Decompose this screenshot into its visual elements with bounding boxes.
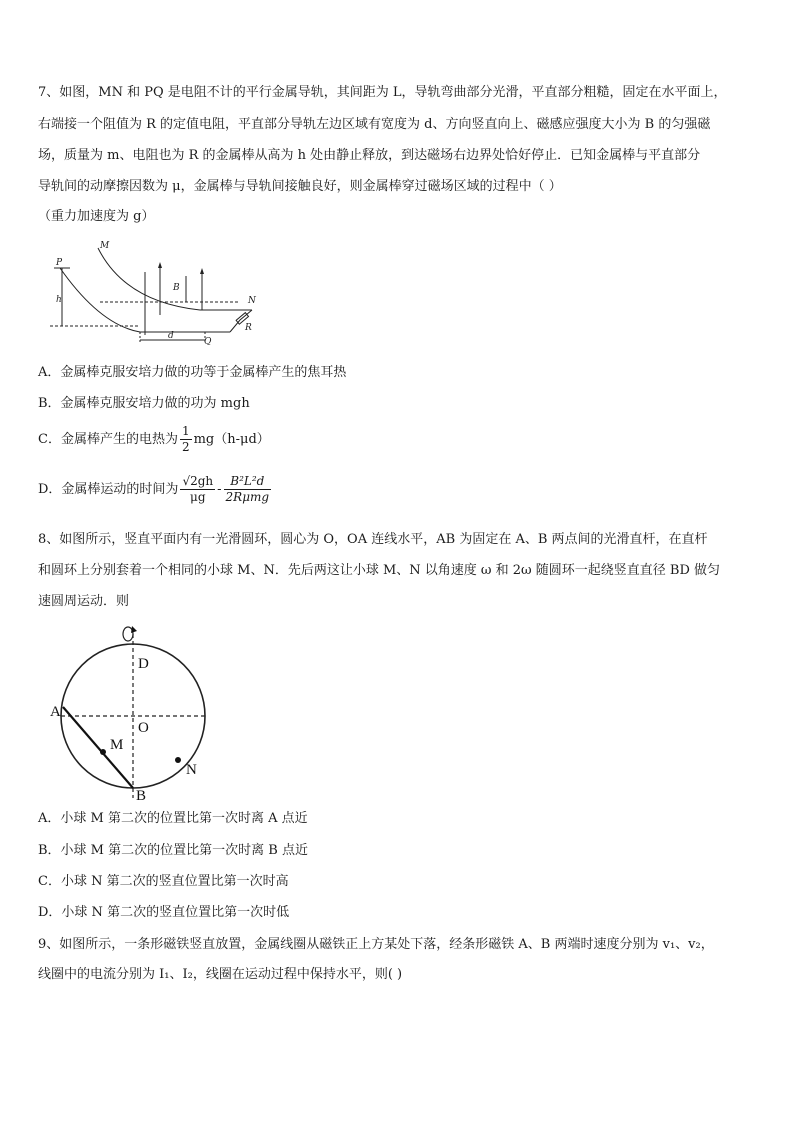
q7-option-c xyxy=(38,424,270,455)
q8-label-B: B xyxy=(136,788,147,802)
q7-option-c-num: 1 xyxy=(181,424,190,438)
q7-text-line-5: （重力加速度为 g） xyxy=(38,209,155,224)
q8-label-D: D xyxy=(138,656,149,672)
q8-text-line-3: 速圆周运动．则 xyxy=(38,594,130,609)
q8-option-b: B．小球 M 第二次的位置比第一次时离 B 点近 xyxy=(38,843,308,858)
q7-option-d-prefix: D．金属棒运动的时间为 xyxy=(38,482,179,497)
q8-label-M: M xyxy=(110,737,124,753)
q8-label-A: A xyxy=(50,704,61,720)
q7-label-B: B xyxy=(173,283,180,293)
q9-text-line-2: 线圈中的电流分别为 I₁、I₂，线圈在运动过程中保持水平，则( ) xyxy=(38,967,403,982)
q7-label-N: N xyxy=(248,296,256,306)
q8-text-line-2: 和圆环上分别套着一个相同的小球 M、N．先后两这让小球 M、N 以角速度 ω 和 2ω 随圆环一起绕竖直直径 BD 做匀 xyxy=(38,563,721,578)
q7-option-d-fraction-1 xyxy=(180,474,215,505)
q7-option-c-suffix: mg（h-μd） xyxy=(193,432,270,447)
q7-option-d-f1-num: √2gh xyxy=(182,474,214,488)
q7-label-M: M xyxy=(100,241,110,251)
q7-label-d: d xyxy=(168,331,174,341)
q7-option-d xyxy=(38,474,273,505)
q8-label-O: O xyxy=(138,720,149,736)
q8-option-a: A．小球 M 第二次的位置比第一次时离 A 点近 xyxy=(38,811,308,826)
q7-text-line-1: 7、如图，MN 和 PQ 是电阻不计的平行金属导轨，其间距为 L，导轨弯曲部分光滑，平直部分粗糙，固定在水平面上， xyxy=(38,85,727,100)
q7-option-d-minus: - xyxy=(217,482,222,497)
q7-text-line-2: 右端接一个阻值为 R 的定值电阻，平直部分导轨左边区域有宽度为 d、方向竖直向上、磁感应强度大小为 B 的匀强磁 xyxy=(38,117,711,132)
q9-text-line-1: 9、如图所示，一条形磁铁竖直放置，金属线圈从磁铁正上方某处下落，经条形磁铁 A、B 两端时速度分别为 v₁、v₂， xyxy=(38,937,714,952)
q7-label-Q: Q xyxy=(204,337,212,345)
q8-label-N: N xyxy=(186,762,197,778)
q8-option-d: D．小球 N 第二次的竖直位置比第一次时低 xyxy=(38,905,290,920)
q7-option-d-fraction-2 xyxy=(224,474,272,505)
q7-text-line-4: 导轨间的动摩擦因数为 μ，金属棒与导轨间接触良好，则金属棒穿过磁场区域的过程中（ ） xyxy=(38,179,562,194)
q8-option-c: C．小球 N 第二次的竖直位置比第一次时高 xyxy=(38,874,289,889)
q7-option-c-den: 2 xyxy=(181,440,190,454)
q7-option-d-f2-num: B²L²d xyxy=(224,474,272,490)
q7-option-d-f1-den: μg xyxy=(190,490,206,504)
q7-option-c-fraction xyxy=(180,424,192,455)
q7-text-line-3: 场，质量为 m、电阻也为 R 的金属棒从高为 h 处由静止释放，到达磁场右边界处恰好停止．已知金属棒与平直部分 xyxy=(38,148,701,163)
q8-text-line-1: 8、如图所示，竖直平面内有一光滑圆环，圆心为 O，OA 连线水平，AB 为固定在 A、B 两点间的光滑直杆，在直杆 xyxy=(38,532,708,547)
q7-option-a: A．金属棒克服安培力做的功等于金属棒产生的焦耳热 xyxy=(38,365,347,380)
q7-label-R: R xyxy=(245,323,252,333)
q7-label-P: P xyxy=(56,258,63,268)
q7-option-c-prefix: C．金属棒产生的电热为 xyxy=(38,432,178,447)
q8-ring-figure xyxy=(48,622,218,802)
q7-label-h: h xyxy=(56,295,62,305)
q7-option-b: B．金属棒克服安培力做的功为 mgh xyxy=(38,396,250,411)
q7-option-d-f2-den: 2Rμmg xyxy=(225,490,270,504)
q7-rail-figure xyxy=(40,240,270,345)
